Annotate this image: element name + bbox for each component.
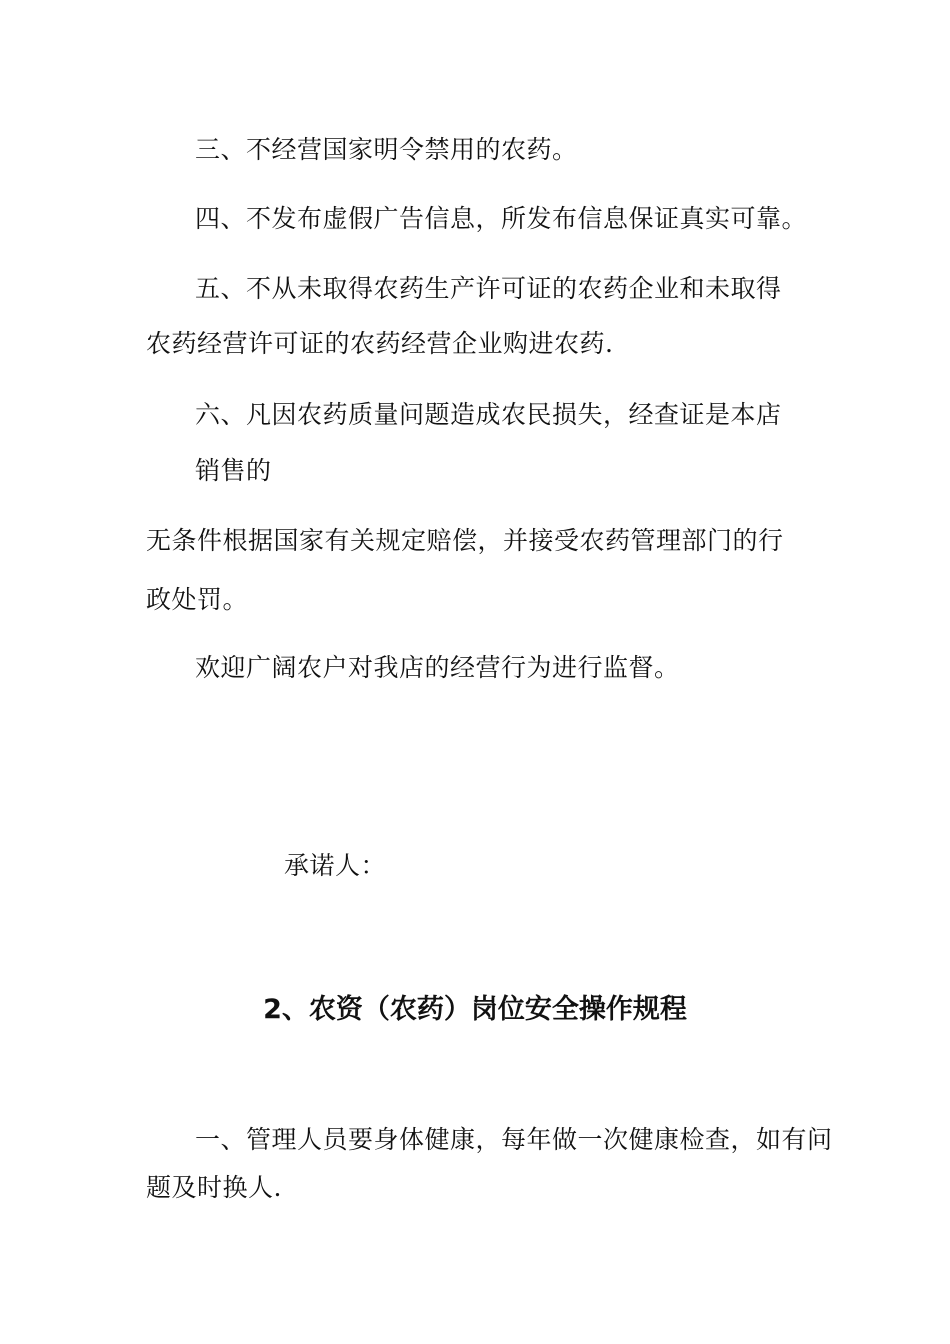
commitment-item-6-line-1: 六、凡因农药质量问题造成农民损失，经查证是本店	[195, 400, 782, 429]
section-2-item-1-line-2: 题及时换人.	[146, 1173, 282, 1202]
section-2-title: 2、农资（农药）岗位安全操作规程	[263, 994, 687, 1025]
commitment-item-3: 三、不经营国家明令禁用的农药。	[195, 135, 578, 164]
section-2-item-1-line-1: 一、管理人员要身体健康，每年做一次健康检查，如有问	[195, 1125, 833, 1154]
commitment-item-6-line-2: 销售的	[195, 456, 272, 485]
commitment-item-6-line-4: 政处罚。	[146, 585, 249, 614]
welcome-supervision-text: 欢迎广阔农户对我店的经营行为进行监督。	[195, 653, 680, 682]
commitment-item-5-line-1: 五、不从未取得农药生产许可证的农药企业和未取得	[195, 274, 782, 303]
commitment-item-6-line-3: 无条件根据国家有关规定赔偿，并接受农药管理部门的行	[146, 526, 784, 555]
signer-label: 承诺人：	[284, 851, 387, 880]
commitment-item-5-line-2: 农药经营许可证的农药经营企业购进农药.	[146, 329, 614, 358]
commitment-item-4: 四、不发布虚假广告信息，所发布信息保证真实可靠。	[195, 204, 808, 233]
